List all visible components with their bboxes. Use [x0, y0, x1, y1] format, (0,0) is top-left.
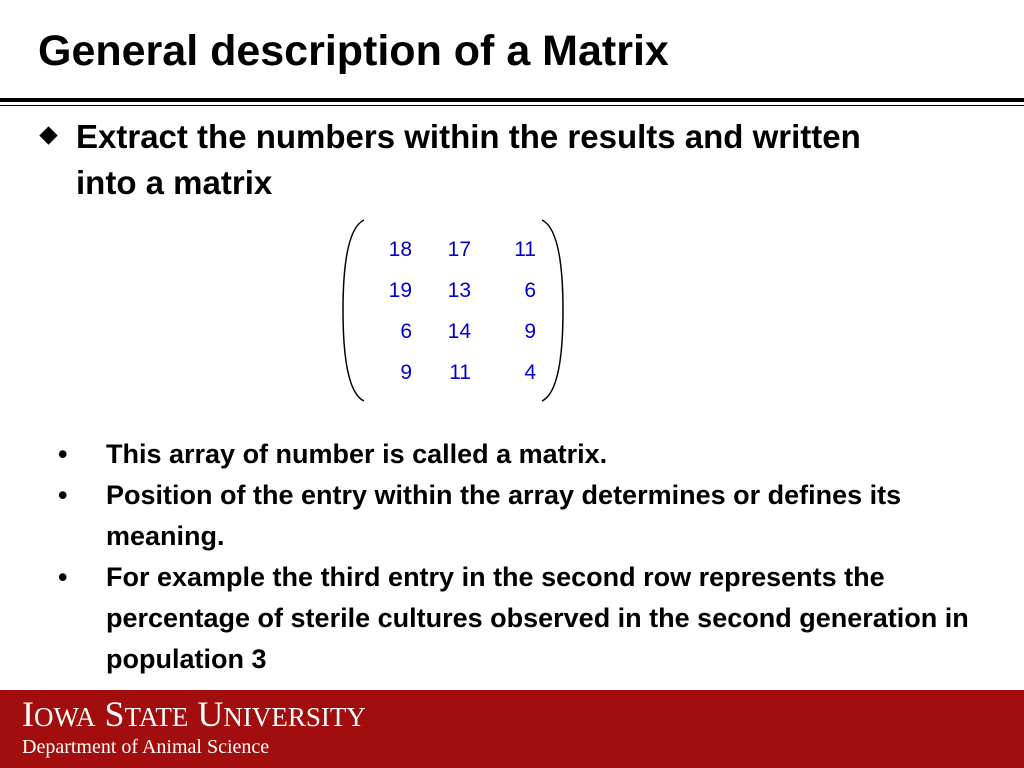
bullet-dot: •: [58, 562, 68, 592]
university-wordmark: IOWA STATE UNIVERSITY: [22, 694, 366, 734]
bullet-text: This array of number is called a matrix.: [106, 439, 608, 469]
matrix-grid: [372, 236, 536, 400]
matrix-cell: 9: [524, 320, 536, 343]
department-name: Department of Animal Science: [22, 736, 270, 758]
matrix-cell: 6: [524, 279, 536, 302]
bullet-text: Position of the entry within the array determines or defines its meaning.: [106, 480, 902, 551]
matrix-cell: 11: [449, 361, 471, 384]
diamond-bullet-icon: [39, 126, 57, 144]
matrix-cell: 6: [400, 320, 412, 343]
footer-bar: [0, 690, 1024, 768]
bullet-list: [58, 434, 1008, 680]
matrix-cell: 18: [388, 238, 412, 261]
matrix-cell: 9: [400, 361, 412, 384]
matrix-cell: 13: [447, 279, 471, 302]
matrix-cell: 4: [524, 361, 536, 384]
bullet-item: [58, 475, 1008, 557]
bullet-text: For example the third entry in the second row represents the percentage of sterile cultures observed in the second generation in population 3: [106, 562, 969, 674]
slide-title: General description of a Matrix: [38, 27, 669, 75]
matrix: [340, 218, 566, 403]
title-divider-thick: [0, 98, 1024, 102]
title-divider-thin: [0, 105, 1024, 106]
matrix-cell: 14: [447, 320, 471, 343]
bullet-dot: •: [58, 439, 68, 469]
main-bullet-text: Extract the numbers within the results and written into a matrix: [76, 118, 861, 201]
matrix-cell: 19: [388, 279, 412, 302]
matrix-cell: 11: [514, 238, 536, 261]
bullet-dot: •: [58, 480, 68, 510]
left-bracket-icon: [340, 218, 370, 403]
matrix-cell: 17: [447, 238, 471, 261]
main-bullet: [38, 114, 918, 206]
bullet-item: [58, 434, 1008, 475]
right-bracket-icon: [536, 218, 566, 403]
bullet-item: [58, 557, 1008, 680]
